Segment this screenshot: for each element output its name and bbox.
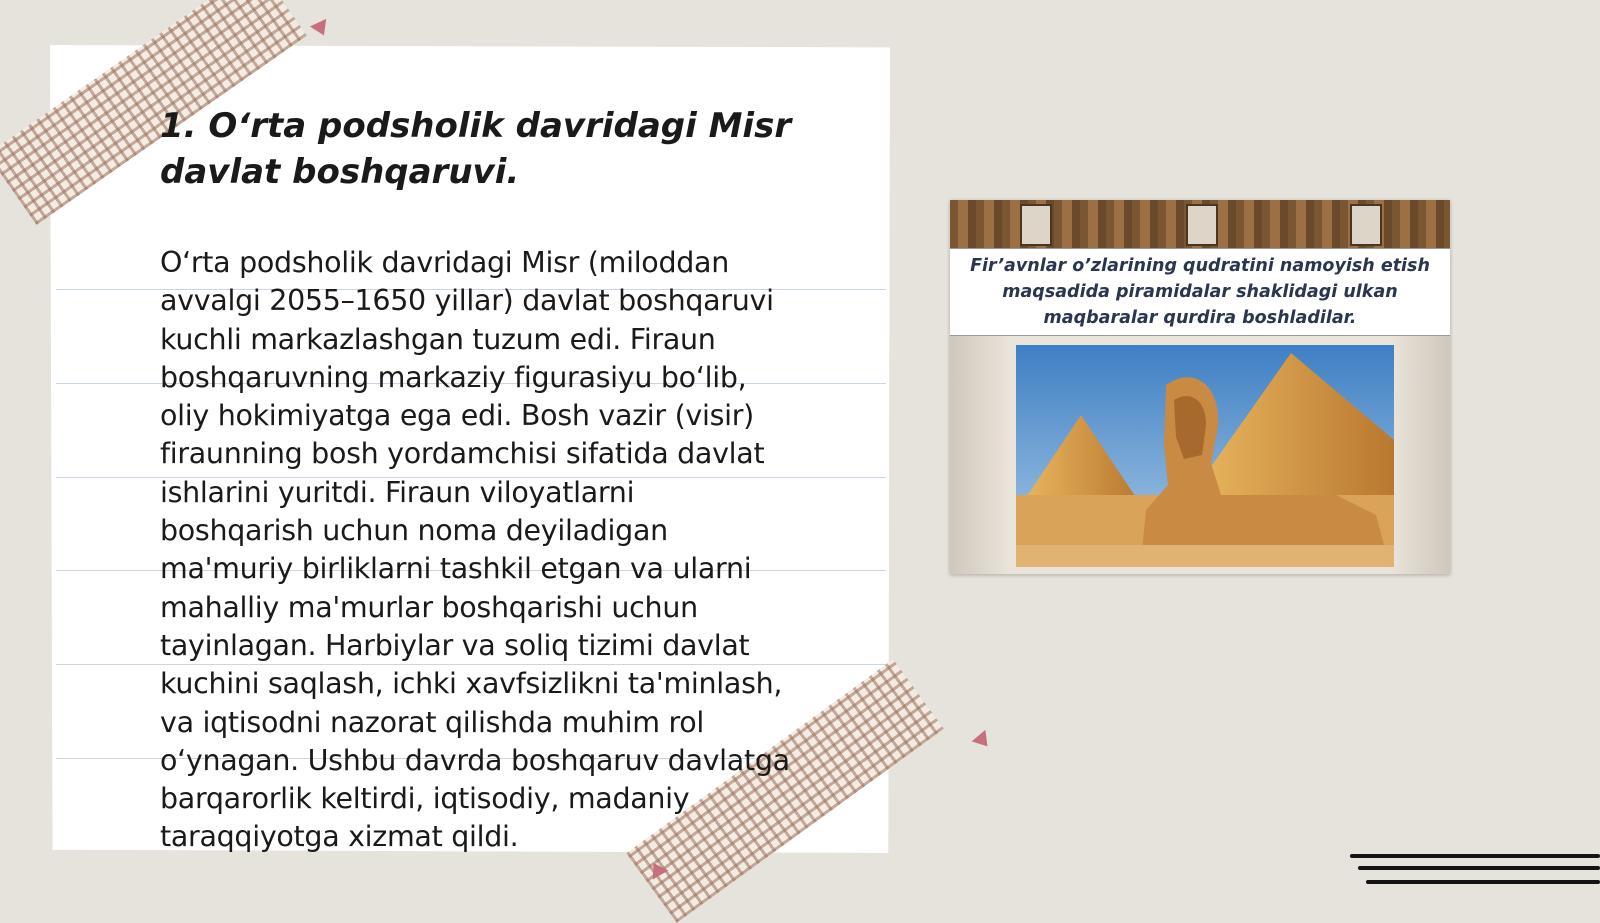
photo-caption: Fir’avnlar o’zlarining qudratini namoyish etish maqsadida piramidalar shaklidagi ulkan maqbaralar qurdira boshladilar. (950, 248, 1450, 336)
pin-icon (972, 730, 995, 752)
decorative-line (1358, 866, 1600, 870)
decorative-line (1366, 880, 1600, 884)
slide-body-text: O‘rta podsholik davridagi Misr (miloddan avvalgi 2055–1650 yillar) davlat boshqaruvi kuchli markazlashgan tuzum edi. Firaun boshqaruvning markaziy figurasiyu bo‘lib, oliy hokimiyatga ega edi. Bosh vazir (visir) firaunning bosh yordamchisi sifatida davlat ishlarini yuritdi. Firaun viloyatlarni boshqarish uchun noma deyiladigan ma'muriy birliklarni tashkil etgan va ularni mahalliy ma'murlar boshqarishi uchun tayinlagan. Harbiylar va soliq tizimi davlat kuchini saqlash, ichki xavfsizlikni ta'minlash, va iqtisodni nazorat qilishda muhim rol o‘ynagan. Ushbu davrda boshqaruv davlatga barqarorlik keltirdi, iqtisodiy, madaniy taraqqiyotga xizmat qildi. (160, 246, 790, 854)
temple-wall-strip (950, 200, 1450, 248)
slide-title: 1. O‘rta podsholik davridagi Misr davlat boshqaruvi. (160, 106, 792, 192)
pin-icon (310, 19, 332, 39)
decorative-line (1350, 854, 1600, 858)
sphinx-and-pyramids-icon (1016, 345, 1394, 567)
egypt-photo (950, 200, 1450, 574)
